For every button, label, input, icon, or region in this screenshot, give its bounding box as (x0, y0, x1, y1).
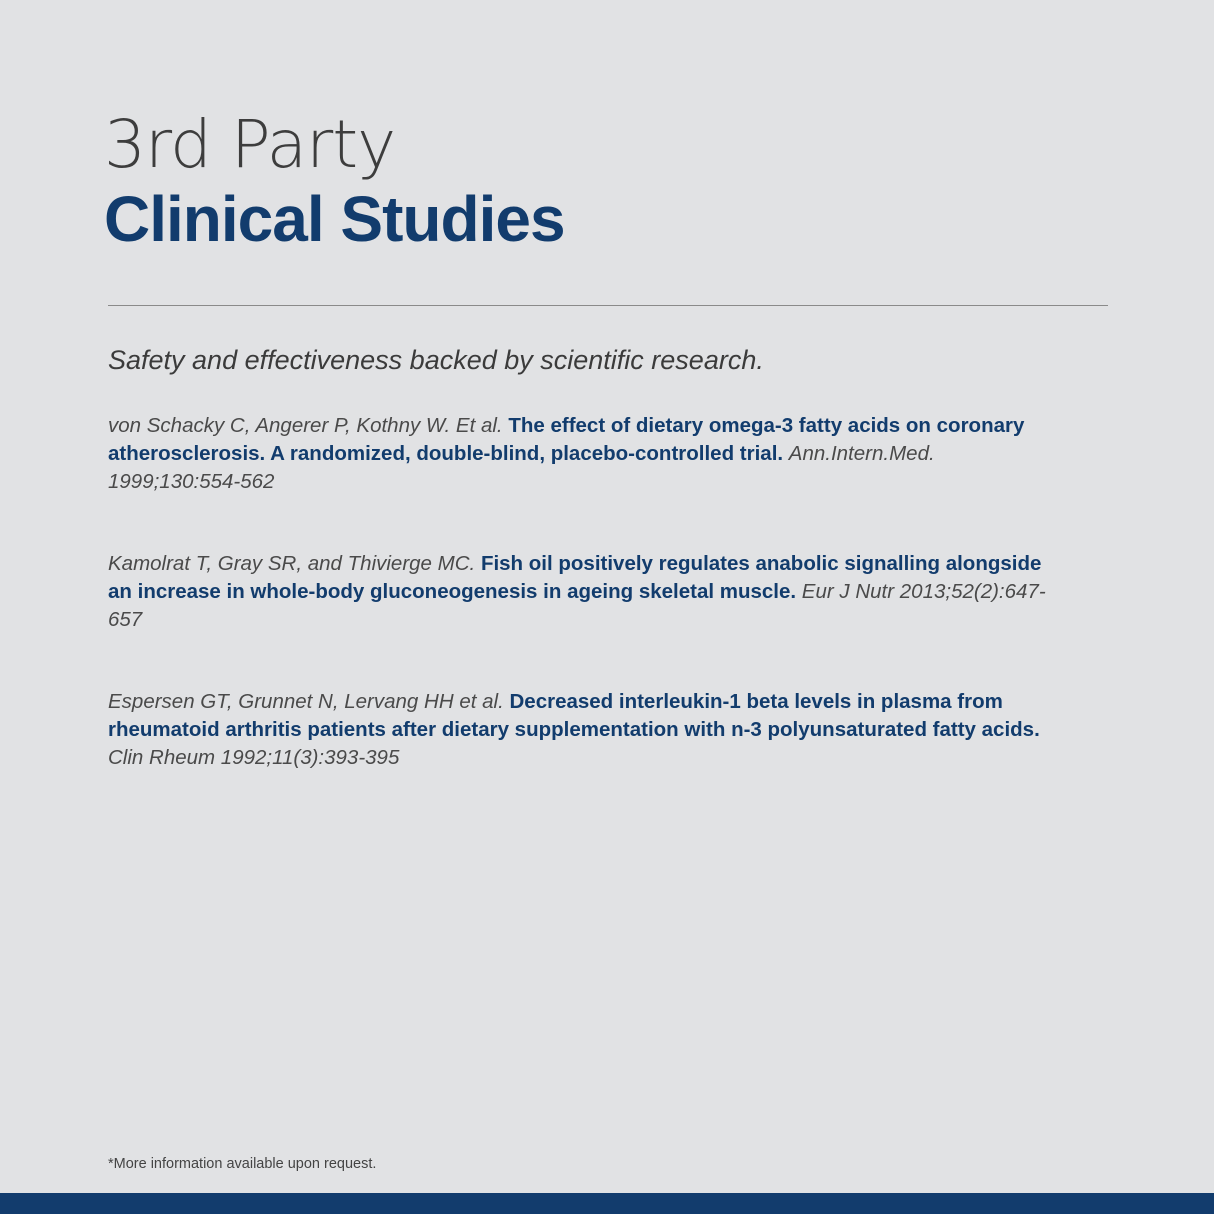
reference-authors: Kamolrat T, Gray SR, and Thivierge MC. (108, 552, 476, 575)
reference-authors: Espersen GT, Grunnet N, Lervang HH et al. (108, 690, 504, 713)
reference-item (108, 550, 1068, 634)
reference-title: Fish oil positively regulates anabolic signalling alongside an increase in whole-body gluconeogenesis in ageing skeletal muscle. (108, 552, 1042, 603)
reference-journal: Eur J Nutr 2013;52(2):647-657 (108, 580, 1046, 631)
divider (108, 305, 1108, 306)
reference-journal: Clin Rheum 1992;11(3):393-395 (108, 746, 400, 769)
footnote: *More information available upon request. (108, 1156, 377, 1172)
page-header (104, 108, 565, 256)
reference-item (108, 688, 1068, 772)
page-title-line2: Clinical Studies (104, 183, 565, 255)
subtitle: Safety and effectiveness backed by scientific research. (108, 345, 764, 375)
reference-item (108, 412, 1068, 496)
page-title-line1: 3rd Party (104, 106, 396, 183)
reference-authors: von Schacky C, Angerer P, Kothny W. Et al. (108, 414, 503, 437)
reference-journal: Ann.Intern.Med. 1999;130:554-562 (108, 442, 935, 493)
reference-list (108, 412, 1068, 826)
reference-title: The effect of dietary omega-3 fatty acids on coronary atherosclerosis. A randomized, double-blind, placebo-controlled trial. (108, 414, 1025, 465)
reference-title: Decreased interleukin-1 beta levels in plasma from rheumatoid arthritis patients after dietary supplementation with n-3 polyunsaturated fatty acids. (108, 690, 1040, 741)
bottom-accent-bar (0, 1193, 1214, 1214)
